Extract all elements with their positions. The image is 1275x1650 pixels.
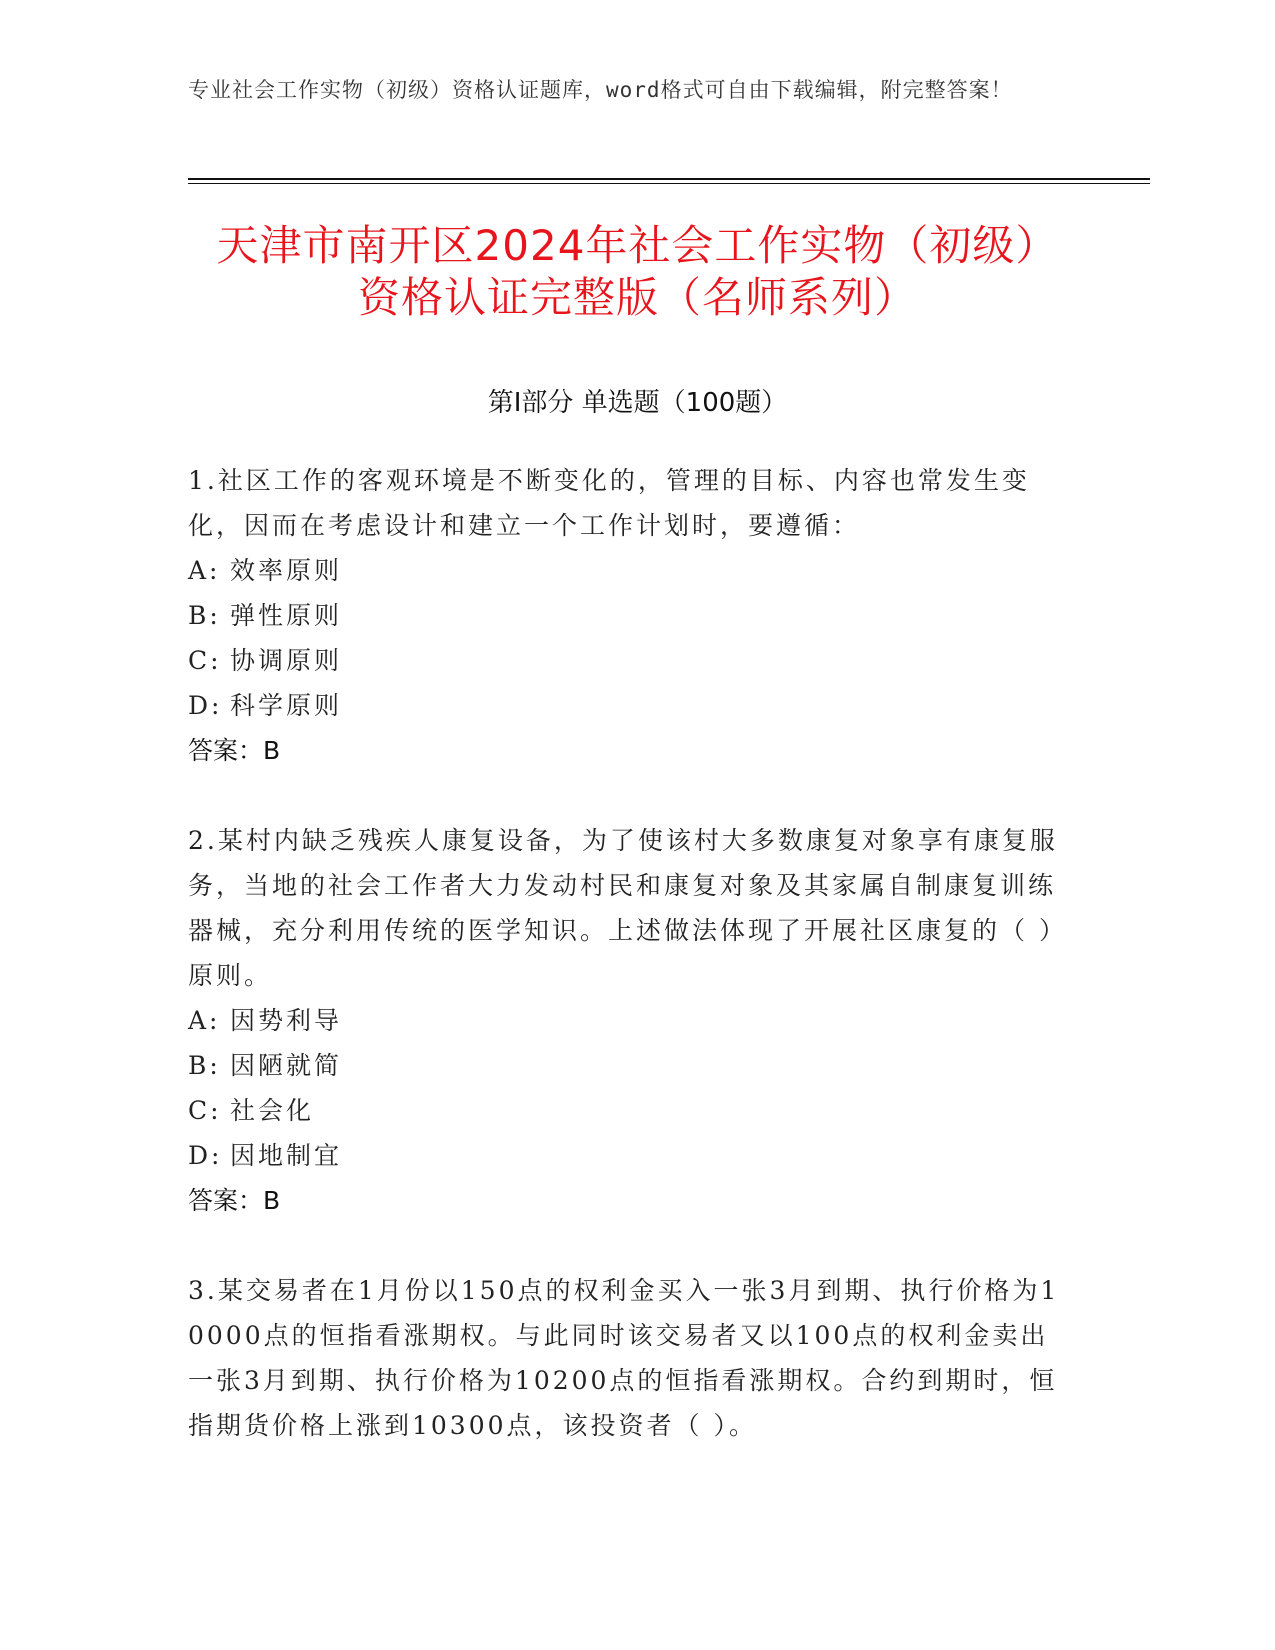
question-stem: 1.社区工作的客观环境是不断变化的，管理的目标、内容也常发生变化，因而在考虑设计和建立一个工作计划时，要遵循： [188, 466, 1030, 540]
option-text: 弹性原则 [230, 601, 343, 630]
question-3 [188, 1268, 1068, 1448]
option-text: 因地制宜 [230, 1141, 343, 1170]
question-2 [188, 818, 1068, 1223]
option-letter: B: [188, 601, 221, 630]
option-letter: A: [188, 1006, 221, 1035]
option-c [188, 1088, 1068, 1133]
option-letter: C: [188, 646, 222, 675]
document-title-line-1: 天津市南开区2024年社会工作实物（初级） [216, 221, 1059, 270]
document-title-line-2: 资格认证完整版（名师系列） [357, 273, 917, 322]
option-c [188, 638, 1068, 683]
document-title [150, 220, 1125, 324]
option-text: 因陋就简 [230, 1051, 343, 1080]
option-d [188, 1133, 1068, 1178]
header-note: 专业社会工作实物（初级）资格认证题库，word格式可自由下载编辑，附完整答案！ [188, 78, 1013, 102]
option-text: 效率原则 [230, 556, 343, 585]
question-stem: 3.某交易者在1月份以150点的权利金买入一张3月到期、执行价格为10000点的恒指看涨期权。与此同时该交易者又以100点的权利金卖出一张3月到期、执行价格为10200点的恒指看涨期权。合约到期时，恒指期货价格上涨到10300点，该投资者（ ）。 [188, 1276, 1060, 1440]
option-text: 因势利导 [230, 1006, 343, 1035]
question-1 [188, 458, 1068, 773]
section-title: 第I部分 单选题（100题） [487, 388, 788, 418]
answer: 答案：B [188, 736, 281, 765]
answer: 答案：B [188, 1186, 281, 1215]
header-rule-thick [188, 178, 1150, 180]
question-stem: 2.某村内缺乏残疾人康复设备，为了使该村大多数康复对象享有康复服务，当地的社会工作者大力发动村民和康复对象及其家属自制康复训练器械，充分利用传统的医学知识。上述做法体现了开展社区康复的（ ）原则。 [188, 826, 1067, 990]
option-b [188, 593, 1068, 638]
option-a [188, 548, 1068, 593]
option-b [188, 1043, 1068, 1088]
option-letter: B: [188, 1051, 221, 1080]
option-letter: A: [188, 556, 221, 585]
option-text: 社会化 [230, 1096, 315, 1125]
option-letter: D: [188, 1141, 223, 1170]
header-rule-thin [188, 183, 1150, 184]
option-letter: D: [188, 691, 223, 720]
option-text: 科学原则 [230, 691, 343, 720]
option-d [188, 683, 1068, 728]
option-text: 协调原则 [230, 646, 343, 675]
option-a [188, 998, 1068, 1043]
option-letter: C: [188, 1096, 222, 1125]
